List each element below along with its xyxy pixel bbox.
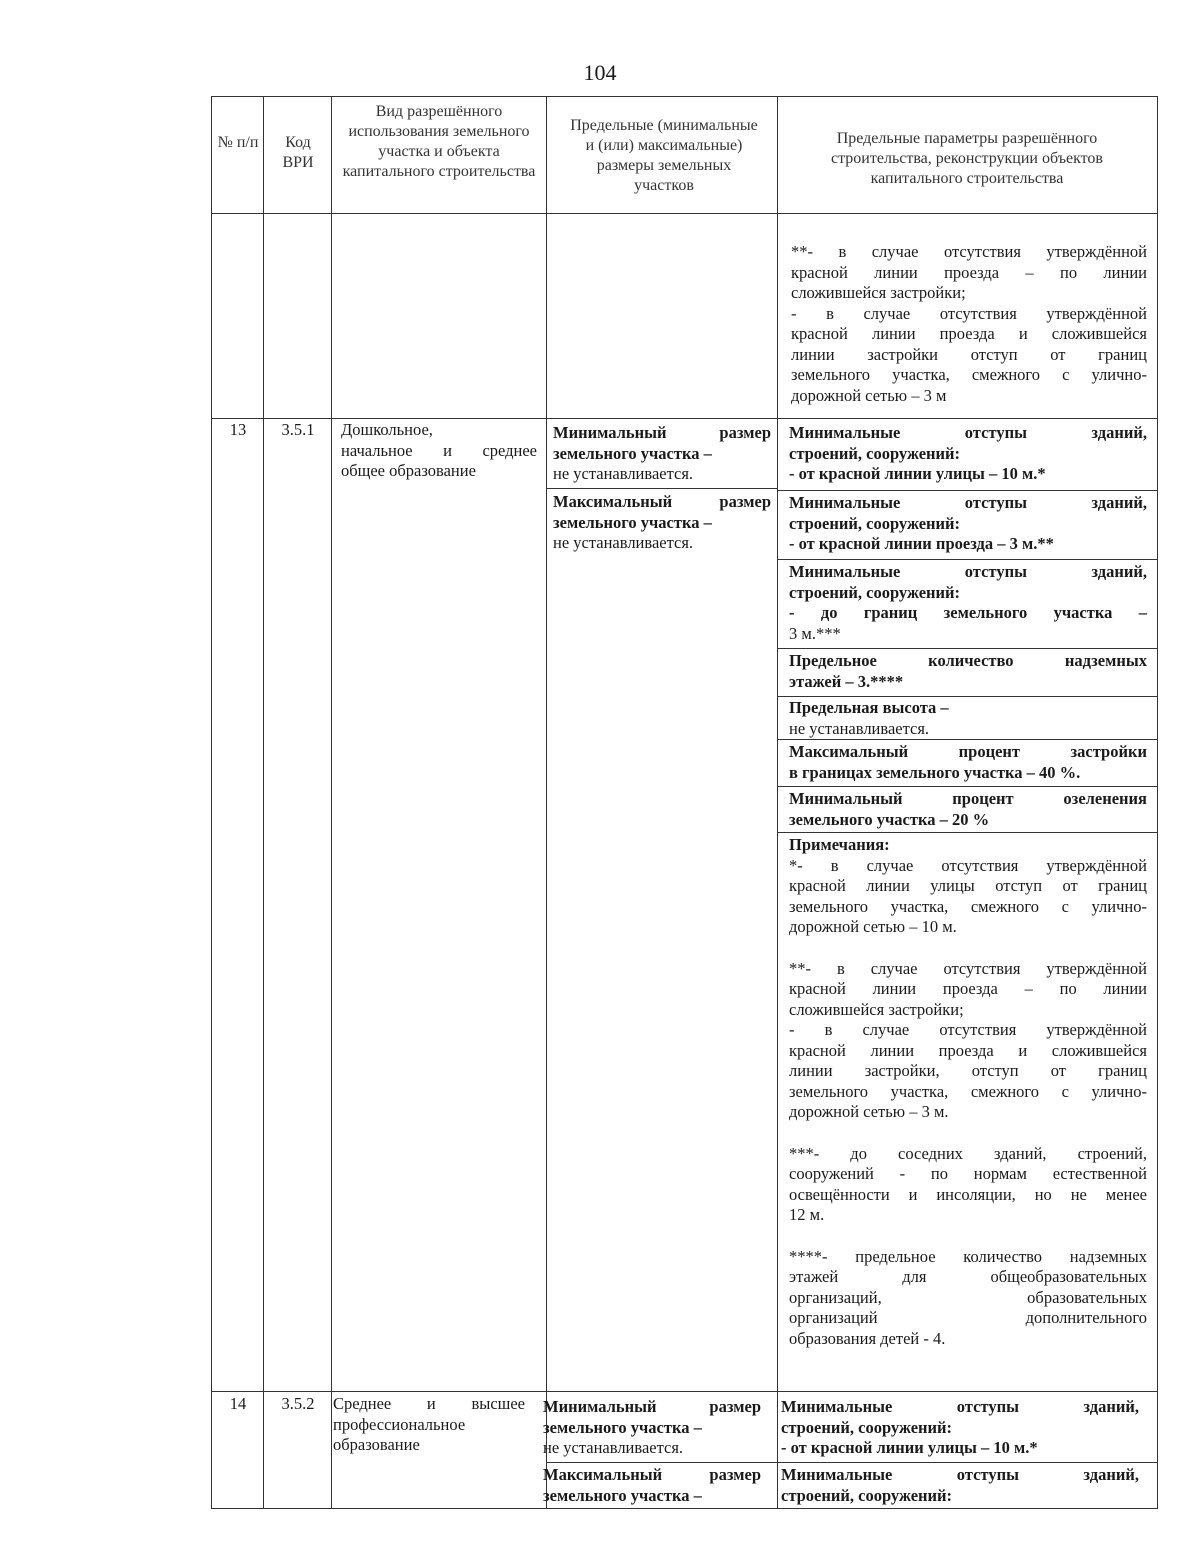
row-separator <box>546 1462 777 1463</box>
row-separator <box>211 418 1158 419</box>
row13-num: 13 <box>229 420 247 439</box>
row14-code: 3.5.2 <box>281 1394 315 1413</box>
continued-notes: **- в случае отсутствия утверждённой красной линии проезда – по линии сложившейся застройки; - в случае отсутствия утверждённой красной линии проезда и сложившейся линии застройки отступ от границ земельного участка, смежного с улично- дорожной сетью – 3 м <box>791 242 1147 405</box>
row-separator <box>211 1391 1158 1392</box>
row-separator <box>546 488 777 489</box>
row13-param-red-line-passage: Минимальные отступы зданий, строений, сооружений: - от красной линии проезда – 3 м.** <box>789 493 1147 553</box>
row13-param-plot-border: Минимальные отступы зданий, строений, сооружений: - до границ земельного участка – 3 м.*** <box>789 562 1147 643</box>
row-separator <box>777 786 1158 787</box>
row-separator <box>777 1462 1158 1463</box>
row-separator <box>211 213 1158 214</box>
row-separator <box>777 559 1158 560</box>
column-line <box>331 96 332 1509</box>
header-num: № п/п <box>217 134 259 151</box>
table-top-border <box>211 96 1158 97</box>
column-line <box>211 96 212 1509</box>
row14-kind: Среднее и высшее профессиональное образование <box>333 1394 525 1454</box>
header-sizes: Предельные (минимальные и (или) максимальные) размеры земельных участков <box>570 117 758 194</box>
column-line <box>546 96 547 1509</box>
row13-kind: Дошкольное, начальное и среднее общее образование <box>341 420 537 480</box>
table-bottom-border <box>211 1508 1158 1509</box>
row-separator <box>777 490 1158 491</box>
column-line <box>777 96 778 1509</box>
row14-param-red-line-street: Минимальные отступы зданий, строений, сооружений: - от красной линии улицы – 10 м.* <box>781 1397 1139 1457</box>
row13-max-size: Максимальный размер земельного участка – не устанавливается. <box>553 492 771 552</box>
row-separator <box>777 832 1158 833</box>
header-params: Предельные параметры разрешённого строительства, реконструкции объектов капитального строительства <box>831 130 1103 187</box>
row13-param-build-percent: Максимальный процент застройки в границах земельного участка – 40 %. <box>789 742 1147 782</box>
row13-notes: Примечания: *- в случае отсутствия утверждённой красной линии улицы отступ от границ земельного участка, смежного с улично- дорожной сетью – 10 м. **- в случае отсутствия утверждённой красной линии проезда – по линии сложившейся застройки; - в случае отсутствия утверждённой красной линии проезда и сложившейся линии застройки, отступ от границ земельного участка, смежного с улично- дорожной сетью – 3 м. ***- до соседних зданий, строений, сооружений - по нормам естественной освещённости и инсоляции, но не менее 12 м. ****- предельное количество надземных этажей для общеобразовательных организаций, образовательных организаций дополнительного образования детей - 4. <box>789 835 1147 1348</box>
header-code: Код ВРИ <box>282 134 314 171</box>
row13-param-height: Предельная высота – не устанавливается. <box>789 698 949 738</box>
row-separator <box>777 696 1158 697</box>
row13-param-green-percent: Минимальный процент озеленения земельного участка – 20 % <box>789 789 1147 829</box>
row-separator <box>777 739 1158 740</box>
row13-param-red-line-street: Минимальные отступы зданий, строений, сооружений: - от красной линии улицы – 10 м.* <box>789 423 1147 483</box>
row14-min-size: Минимальный размер земельного участка – не устанавливается. <box>543 1397 761 1457</box>
row-separator <box>777 648 1158 649</box>
row13-min-size: Минимальный размер земельного участка – не устанавливается. <box>553 423 771 483</box>
header-kind: Вид разрешённого использования земельного участка и объекта капитального строительства <box>342 103 536 180</box>
row13-param-floors: Предельное количество надземных этажей – 3.**** <box>789 651 1147 691</box>
row14-param-red-line-passage: Минимальные отступы зданий, строений, сооружений: <box>781 1465 1139 1505</box>
row14-max-size: Максимальный размер земельного участка – <box>543 1465 761 1505</box>
row14-num: 14 <box>229 1394 247 1413</box>
column-line <box>1157 96 1158 1509</box>
row13-code: 3.5.1 <box>281 420 315 439</box>
regulations-table <box>211 96 1158 1509</box>
page-number: 104 <box>583 60 617 85</box>
column-line <box>263 96 264 1509</box>
